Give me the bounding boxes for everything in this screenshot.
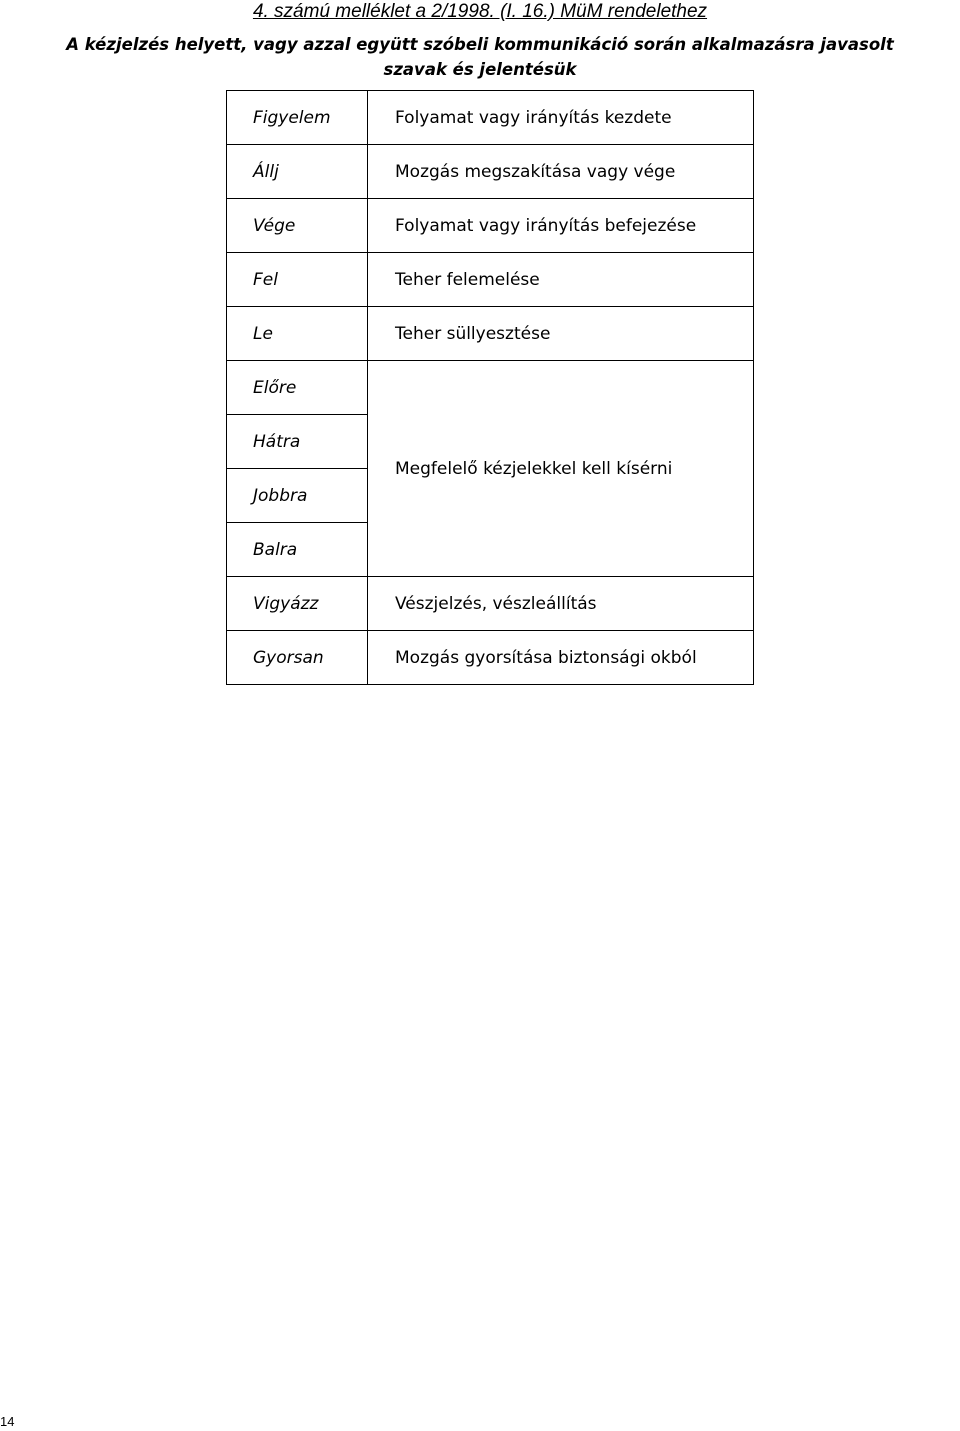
word-cell: Figyelem xyxy=(227,91,368,145)
table-row xyxy=(227,91,754,145)
word-cell: Gyorsan xyxy=(227,631,368,685)
word-cell: Állj xyxy=(227,145,368,199)
meaning-cell: Teher süllyesztése xyxy=(368,307,754,361)
meaning-cell: Folyamat vagy irányítás befejezése xyxy=(368,199,754,253)
merged-meaning-cell: Megfelelő kézjelekkel kell kísérni xyxy=(368,361,754,577)
words-meanings-table xyxy=(226,90,754,685)
word-cell: Hátra xyxy=(227,415,368,469)
word-cell: Jobbra xyxy=(227,469,368,523)
page-number: 14 xyxy=(0,1414,15,1429)
page-title-line-1: A kézjelzés helyett, vagy azzal együtt szóbeli kommunikáció során alkalmazásra javasolt xyxy=(66,35,894,54)
annex-reference: 4. számú melléklet a 2/1998. (I. 16.) MüM rendelethez xyxy=(252,1,708,22)
table-row xyxy=(227,361,754,415)
table-row xyxy=(227,631,754,685)
table-row xyxy=(227,253,754,307)
meaning-cell: Mozgás megszakítása vagy vége xyxy=(368,145,754,199)
meaning-cell: Folyamat vagy irányítás kezdete xyxy=(368,91,754,145)
page-title xyxy=(0,32,960,82)
page-title-line-2: szavak és jelentésük xyxy=(383,60,577,79)
table-row xyxy=(227,199,754,253)
meaning-cell: Mozgás gyorsítása biztonsági okból xyxy=(368,631,754,685)
word-cell: Előre xyxy=(227,361,368,415)
word-cell: Balra xyxy=(227,523,368,577)
word-cell: Le xyxy=(227,307,368,361)
meaning-cell: Vészjelzés, vészleállítás xyxy=(368,577,754,631)
meaning-cell: Teher felemelése xyxy=(368,253,754,307)
word-cell: Fel xyxy=(227,253,368,307)
table-row xyxy=(227,307,754,361)
table-row xyxy=(227,577,754,631)
word-cell: Vigyázz xyxy=(227,577,368,631)
table-row xyxy=(227,145,754,199)
word-cell: Vége xyxy=(227,199,368,253)
